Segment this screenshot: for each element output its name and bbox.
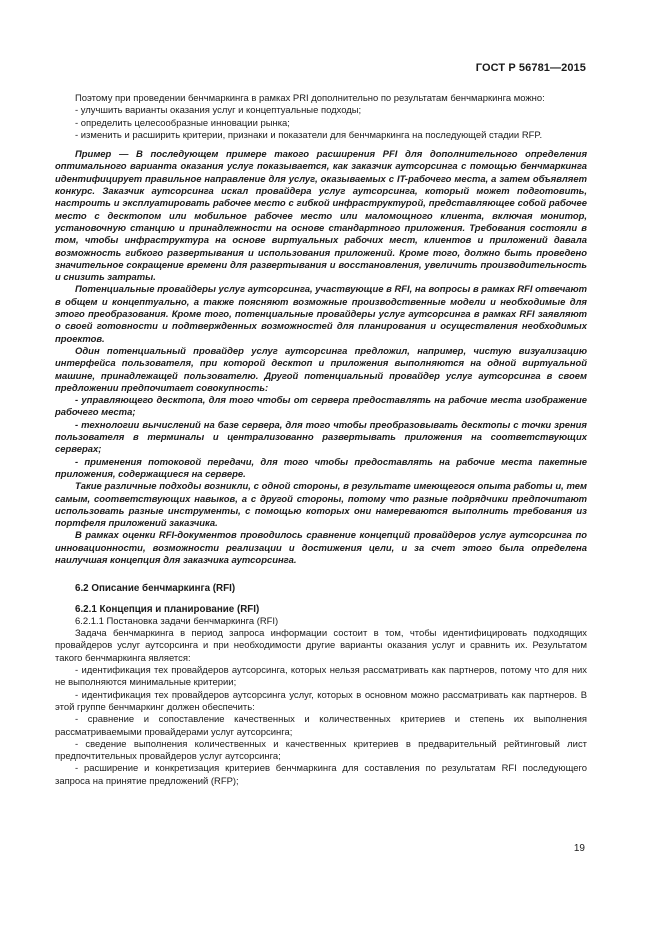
example-paragraph: Пример — В последующем примере такого расширения PFI для дополнительного определения оптимального варианта оказания услуг показывается, как заказчик аутсорсинга с помощью бенчмаркинга идентифицирует правильное направление для услуг, оказываемых с IT-рабочего места, а затем объявляет конкурс. Заказчик аутсорсинга искал провайдера услуг аутсорсинга, который может подготовить, настроить и эксплуатировать рабочее место с гибкой инфраструктурой, представляющее собой рабочее место с десктопом или мобильное рабочее место или маломощного клиента, включая монитор, установочную станцию и принадлежности на основе стандартного приложения. Требования состояли в том, чтобы инфраструктура на основе виртуальных рабочих мест, клиентов и приложений давала возможность гибкого развертывания и использования приложений. Кроме того, должно быть проведено значительное сокращение времени для развертывания и восстановления, увеличить производительность и снизить затраты. (55, 149, 587, 284)
intro-paragraph: Поэтому при проведении бенчмаркинга в рамках PRI дополнительно по результатам бенчмаркинга можно: (75, 93, 545, 104)
page-number: 19 (573, 843, 585, 854)
list-item: - улучшить варианты оказания услуг и концептуальные подходы; (75, 105, 362, 117)
list-item: - идентификация тех провайдеров аутсорсинга услуг, которых в основном можно рассматривать как партнеров. В этой группе бенчмаркинг должен обеспечить: (55, 689, 587, 713)
example-list-item: - управляющего десктопа, для того чтобы от сервера предоставлять на рабочие места изображение рабочего места; (55, 395, 587, 419)
document-code: ГОСТ Р 56781—2015 (475, 62, 586, 74)
example-list-item: - технологии вычислений на базе сервера, для того чтобы преобразовывать десктопы с точки зрения пользователя в терминалы и централизованно развертывать приложения на соответствующих серверах; (55, 419, 587, 456)
list-item: - расширение и конкретизация критериев бенчмаркинга для составления по результатам RFI последующего запроса на принятие предложений (RFP); (55, 763, 587, 787)
body-paragraph: Задача бенчмаркинга в период запроса информации состоит в том, чтобы идентифицировать подходящих провайдеров услуг аутсорсинга и при необходимости другие варианты оказания услуг и сравнить их. Результатом такого бенчмаркинга является: (55, 628, 587, 664)
list-item: - изменить и расширить критерии, признаки и показатели для бенчмаркинга на последующей стадии RFP. (75, 129, 543, 141)
example-list-item: - применения потоковой передачи, для того чтобы предоставлять на рабочие места пакетные приложения, содержащиеся на сервере. (55, 456, 587, 480)
page-content (55, 93, 587, 788)
section-heading: 6.2 Описание бенчмаркинга (RFI) (75, 583, 236, 595)
list-item: - сравнение и сопоставление качественных и количественных критериев и степень их выполнения рассматриваемыми провайдерами услуг аутсорсинга; (55, 714, 587, 738)
example-paragraph: В рамках оценки RFI-документов проводилось сравнение концепций провайдеров услуг аутсорсинга по инновационности, возможности реализации и достижения цели, и за счет этого была определена наилучшая концепция для заказчика аутсорсинга. (55, 530, 587, 566)
example-paragraph: Такие различные подходы возникли, с одной стороны, в результате имеющегося опыта работы и, тем самым, соответствующих навыков, а с другой стороны, потому что разные подрядчики предпочитают использовать разные инструменты, с помощью которых они намереваются выполнить требования из портфеля приложений заказчика. (55, 481, 587, 530)
list-item: - определить целесообразные инновации рынка; (75, 117, 290, 129)
example-paragraph: Один потенциальный провайдер услуг аутсорсинга предложил, например, чистую визуализацию интерфейса пользователя, при которой десктоп и приложения выполняются на одной виртуальной машине, принадлежащей пользователю. Другой потенциальный провайдер услуг аутсорсинга в своем предложении предпочитает совокупность: (55, 345, 587, 394)
subsubsection-heading: 6.2.1.1 Постановка задачи бенчмаркинга (RFI) (75, 615, 279, 627)
list-item: - сведение выполнения количественных и качественных критериев в предварительный рейтинговый лист предпочтительных провайдеров услуг аутсорсинга; (55, 738, 587, 763)
example-paragraph: Потенциальные провайдеры услуг аутсорсинга, участвующие в RFI, на вопросы в рамках RFI отвечают в общем и концептуально, а также поясняют возможные производственные модели и необходимые для этого преобразования. Кроме того, потенциальные провайдеры услуг аутсорсинга в рамках RFI заявляют о своей готовности и подтвержденных возможностей для планирования и осуществления необходимых проектов. (55, 284, 587, 345)
list-item: - идентификация тех провайдеров аутсорсинга, которых нельзя рассматривать как партнеров, потому что для них не выполняются минимальные критерии; (55, 665, 587, 689)
subsection-heading: 6.2.1 Концепция и планирование (RFI) (75, 603, 260, 615)
